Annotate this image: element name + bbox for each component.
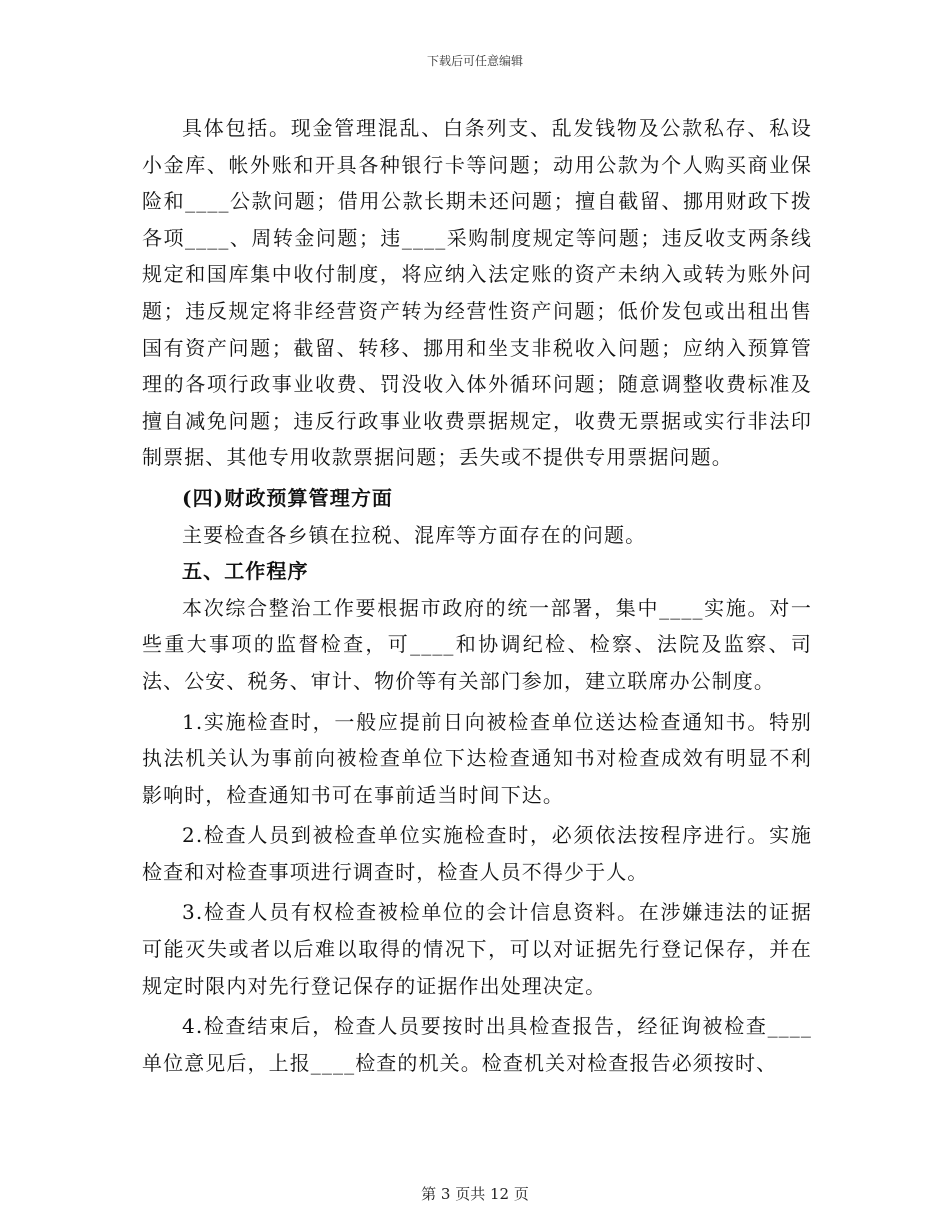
page-header: 下载后可任意编辑	[426, 54, 523, 68]
paragraph-step-3: 3.检查人员有权检查被检单位的会计信息资料。在涉嫌违法的证据可能灭失或者以后难以取得的情况下，可以对证据先行登记保存，并在规定时限内对先行登记保存的证据作出处理决定。	[142, 900, 812, 998]
paragraph-budget: 主要检查各乡镇在拉税、混库等方面存在的问题。	[182, 522, 647, 547]
paragraph-step-1: 1.实施检查时，一般应提前日向被检查单位送达检查通知书。特别执法机关认为事前向被检查单位下达检查通知书对检查成效有明显不利影响时，检查通知书可在事前适当时间下达。	[142, 709, 812, 807]
section-heading-budget: (四)财政预算管理方面	[182, 485, 394, 510]
paragraph-step-4: 4.检查结束后，检查人员要按时出具检查报告，经征询被检查____单位意见后，上报____检查的机关。检查机关对检查报告必须按时、	[142, 1014, 812, 1075]
paragraph-step-2: 2.检查人员到被检查单位实施检查时，必须依法按程序进行。实施检查和对检查事项进行调查时，检查人员不得少于人。	[142, 823, 812, 884]
paragraph-violations: 具体包括。现金管理混乱、白条列支、乱发钱物及公款私存、私设小金库、帐外账和开具各种银行卡等问题；动用公款为个人购买商业保险和____公款问题；借用公款长期未还问题；擅自截留、挪用财政下拨各项____、周转金问题；违____采购制度规定等问题；违反收支两条线规定和国库集中收付制度，将应纳入法定账的资产未纳入或转为账外问题；违反规定将非经营资产转为经营性资产问题；低价发包或出租出售国有资产问题；截留、转移、挪用和坐支非税收入问题；应纳入预算管理的各项行政事业收费、罚没收入体外循环问题；随意调整收费标准及擅自减免问题；违反行政事业收费票据规定，收费无票据或实行非法印制票据、其他专用收款票据问题；丢失或不提供专用票据问题。	[142, 116, 812, 470]
paragraph-procedure-intro: 本次综合整治工作要根据市政府的统一部署，集中____实施。对一些重大事项的监督检查，可____和协调纪检、检察、法院及监察、司法、公安、税务、审计、物价等有关部门参加，建立联席办公制度。	[142, 595, 812, 693]
document-body	[142, 110, 812, 1081]
page-footer: 第 3 页共 12 页	[421, 1185, 529, 1203]
section-heading-procedure: 五、工作程序	[182, 559, 309, 584]
